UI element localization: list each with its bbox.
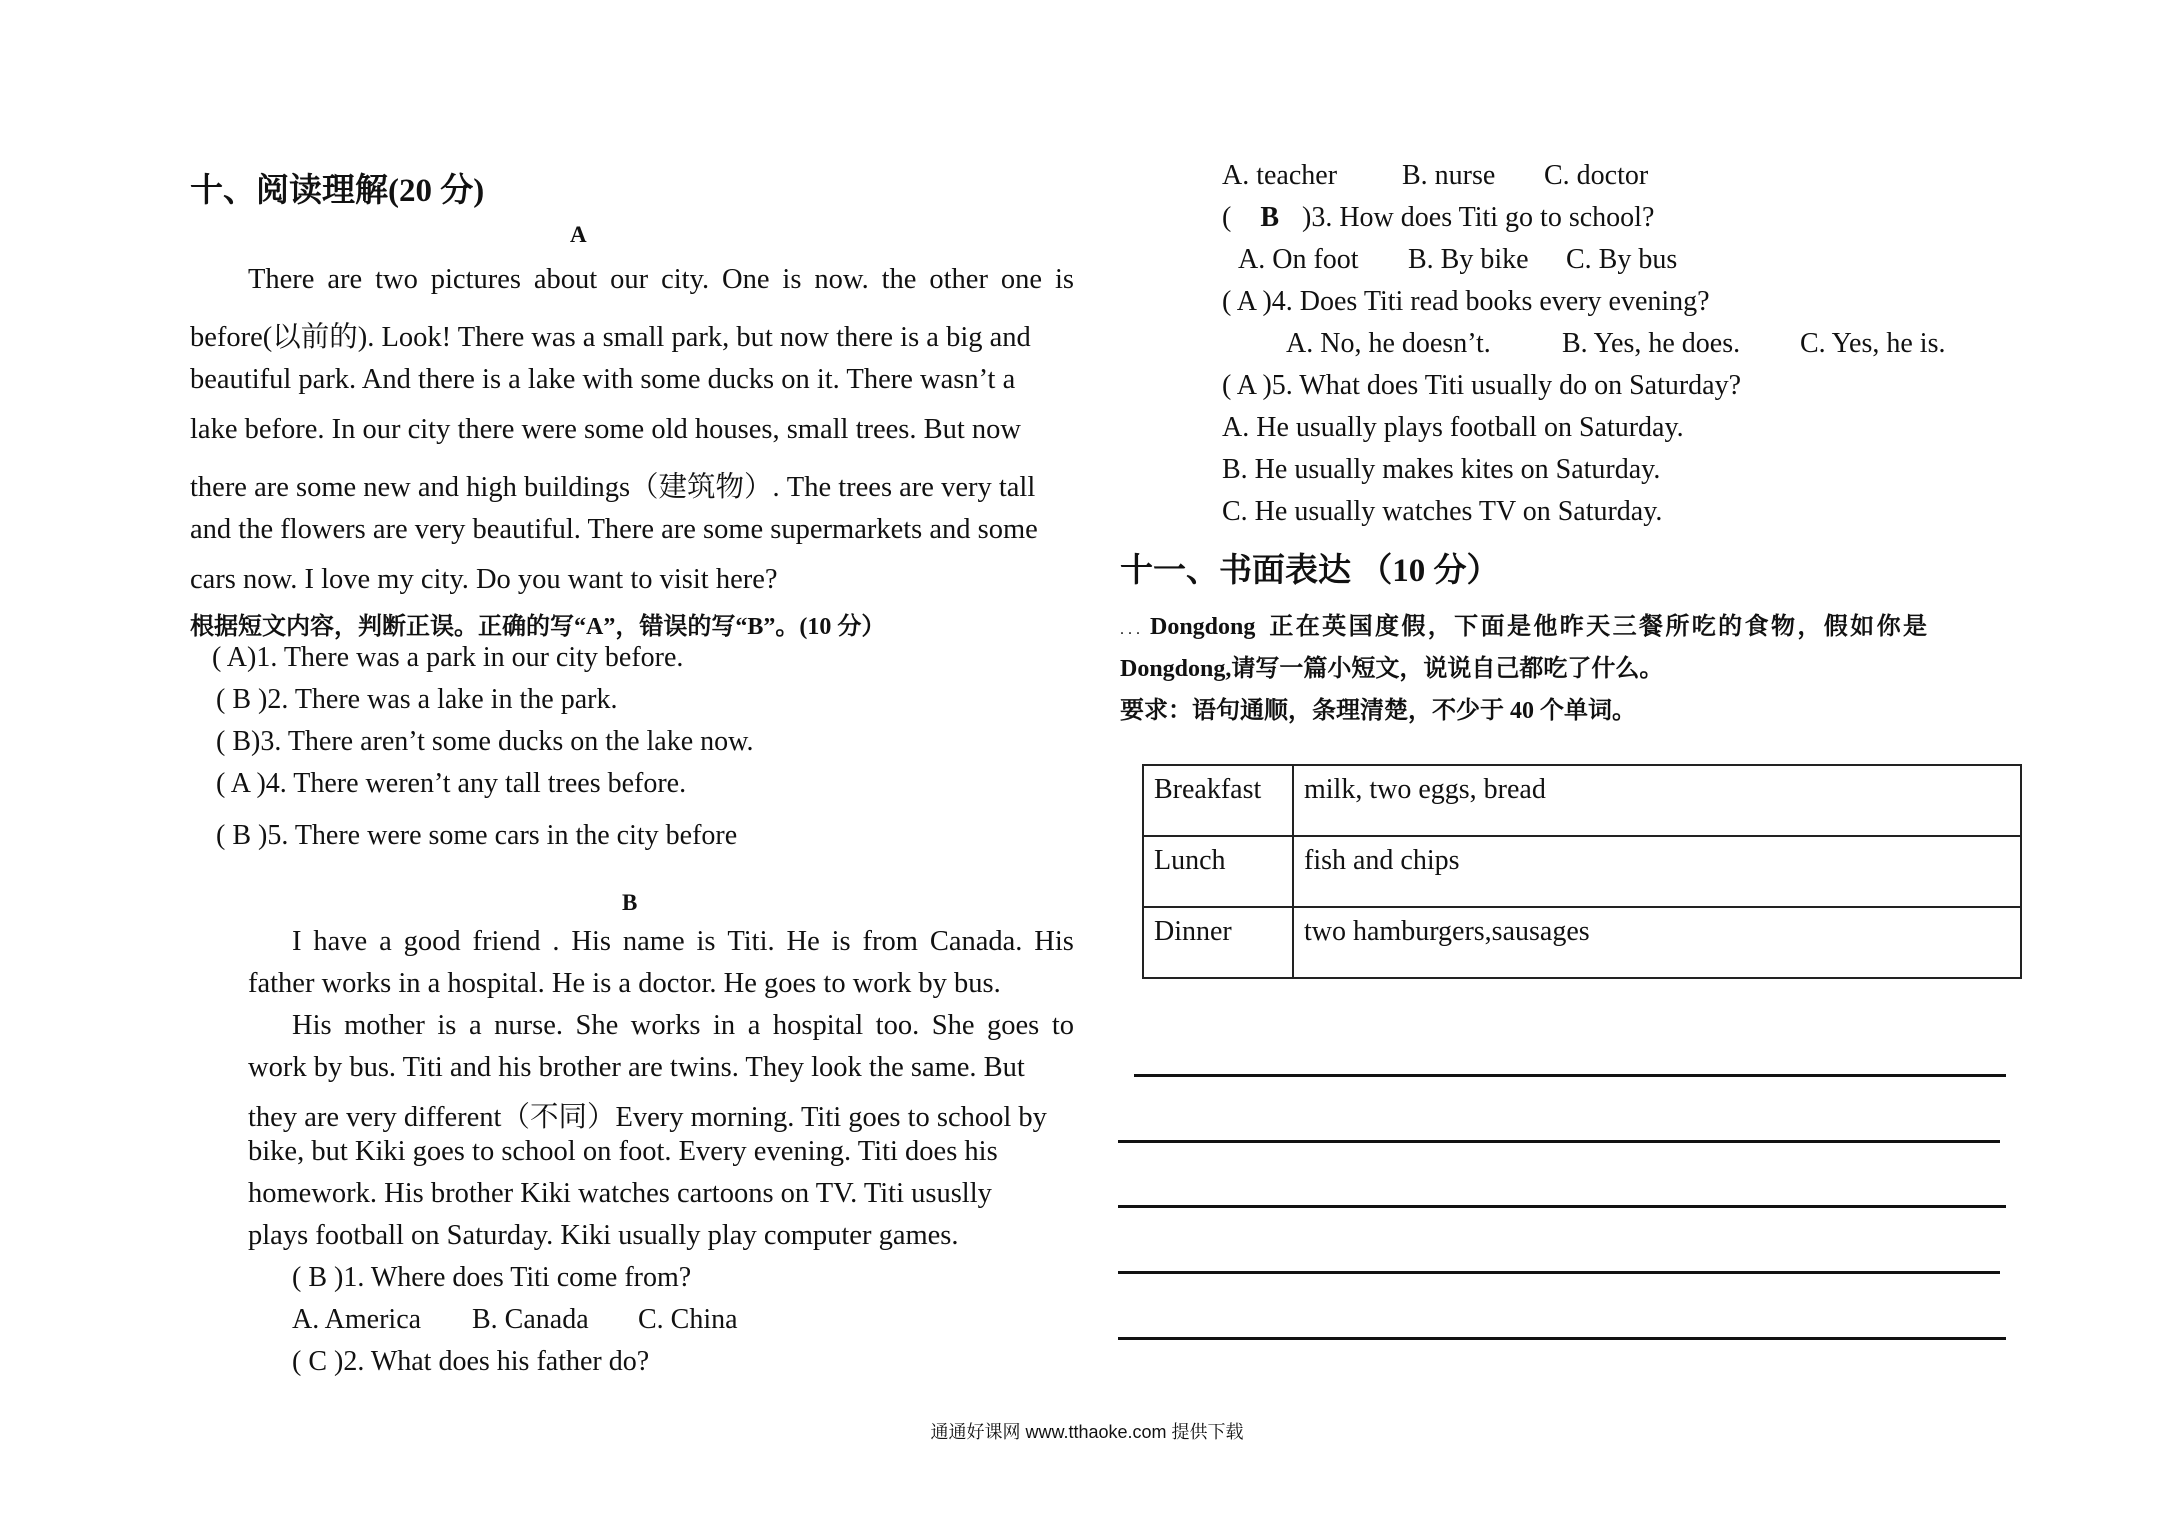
food-cell-lunch: fish and chips bbox=[1293, 836, 2021, 907]
q2-option-c: C. doctor bbox=[1544, 160, 1649, 191]
table-row bbox=[1143, 836, 2021, 907]
section11-prompt-line2: Dongdong,请写一篇小短文，说说自己都吃了什么。 bbox=[1120, 656, 1664, 682]
section11-title: 十一、书面表达 （10 分） bbox=[1120, 553, 1500, 589]
partA-instruction: 根据短文内容，判断正误。正确的写“A”，错误的写“B”。(10 分） bbox=[190, 614, 886, 640]
partB-line-6: bike, but Kiki goes to school on foot. Every evening. Titi does his bbox=[248, 1136, 998, 1167]
q5-option-a: A. He usually plays football on Saturday. bbox=[1222, 412, 1684, 443]
partA-item-3: ( B)3. There aren’t some ducks on the lake now. bbox=[216, 726, 754, 757]
meal-table bbox=[1142, 764, 2022, 979]
table-row bbox=[1143, 765, 2021, 836]
q3-option-c: C. By bus bbox=[1566, 244, 1678, 275]
writing-line-2 bbox=[1118, 1140, 2000, 1143]
q5-option-b: B. He usually makes kites on Saturday. bbox=[1222, 454, 1661, 485]
partA-item-2: ( B )2. There was a lake in the park. bbox=[216, 684, 618, 715]
q3-open-paren: ( bbox=[1222, 202, 1232, 233]
partA-item-5: ( B )5. There were some cars in the city before bbox=[216, 820, 738, 851]
q4-option-a: A. No, he doesn’t. bbox=[1286, 328, 1491, 359]
partA-item-1: ( A)1. There was a park in our city before. bbox=[212, 642, 684, 673]
q1-option-a: A. America bbox=[292, 1304, 422, 1335]
partA-line-2: before(以前的). Look! There was a small park, but now there is a big and bbox=[190, 322, 1031, 353]
partB-question-3 bbox=[1222, 202, 1654, 234]
meal-cell-dinner: Dinner bbox=[1143, 907, 1293, 978]
writing-line-3 bbox=[1118, 1205, 2006, 1208]
partA-line-4: lake before. In our city there were some old houses, small trees. But now bbox=[190, 414, 1022, 445]
partA-line-6: and the flowers are very beautiful. There are some supermarkets and some bbox=[190, 514, 1038, 545]
food-cell-breakfast: milk, two eggs, bread bbox=[1293, 765, 2021, 836]
q4-option-c: C. Yes, he is. bbox=[1800, 328, 1946, 359]
partB-line-7: homework. His brother Kiki watches cartoons on TV. Titi ususlly bbox=[248, 1178, 992, 1209]
partB-label: B bbox=[622, 890, 638, 915]
table-row bbox=[1143, 907, 2021, 978]
partB-question-4: ( A )4. Does Titi read books every evening? bbox=[1222, 286, 1710, 317]
partB-question-2: ( C )2. What does his father do? bbox=[292, 1346, 650, 1377]
partB-question-5: ( A )5. What does Titi usually do on Saturday? bbox=[1222, 370, 1742, 401]
writing-line-5 bbox=[1118, 1337, 2006, 1340]
prompt-rest: 正在英国度假，下面是他昨天三餐所吃的食物，假如你是 bbox=[1269, 614, 1930, 640]
partA-label: A bbox=[570, 222, 587, 247]
q1-option-c: C. China bbox=[638, 1304, 738, 1335]
section11-requirement: 要求：语句通顺，条理清楚，不少于 40 个单词。 bbox=[1120, 698, 1636, 724]
partA-line-1: There are two pictures about our city. One is now. the other one is bbox=[248, 264, 1074, 295]
writing-line-1 bbox=[1134, 1074, 2006, 1077]
prompt-name: Dongdong bbox=[1150, 614, 1256, 640]
q3-answer: B bbox=[1260, 202, 1280, 233]
partB-line-2: father works in a hospital. He is a doctor. He goes to work by bus. bbox=[248, 968, 1001, 999]
partA-line-3: beautiful park. And there is a lake with some ducks on it. There wasn’t a bbox=[190, 364, 1016, 395]
food-cell-dinner: two hamburgers,sausages bbox=[1293, 907, 2021, 978]
meal-cell-lunch: Lunch bbox=[1143, 836, 1293, 907]
section11-prompt-line1 bbox=[1120, 606, 2006, 641]
partB-line-3: His mother is a nurse. She works in a hospital too. She goes to bbox=[292, 1010, 1074, 1041]
partA-line-5: there are some new and high buildings（建筑物）. The trees are very tall bbox=[190, 472, 1036, 503]
q2-option-a: A. teacher bbox=[1222, 160, 1338, 191]
writing-line-4 bbox=[1118, 1271, 2000, 1274]
q1-option-b: B. Canada bbox=[472, 1304, 589, 1335]
partB-question-1: ( B )1. Where does Titi come from? bbox=[292, 1262, 692, 1293]
q3-option-b: B. By bike bbox=[1408, 244, 1529, 275]
prompt-dots: . . . bbox=[1120, 621, 1140, 638]
q5-option-c: C. He usually watches TV on Saturday. bbox=[1222, 496, 1663, 527]
partB-line-5: they are very different（不同）Every morning. Titi goes to school by bbox=[248, 1102, 1047, 1133]
partB-line-4: work by bus. Titi and his brother are twins. They look the same. But bbox=[248, 1052, 1025, 1083]
q4-option-b: B. Yes, he does. bbox=[1562, 328, 1741, 359]
partB-line-8: plays football on Saturday. Kiki usually play computer games. bbox=[248, 1220, 959, 1251]
meal-cell-breakfast: Breakfast bbox=[1143, 765, 1293, 836]
partB-line-1: I have a good friend . His name is Titi. He is from Canada. His bbox=[292, 926, 1074, 957]
q3-option-a: A. On foot bbox=[1238, 244, 1359, 275]
q3-text: )3. How does Titi go to school? bbox=[1302, 202, 1655, 233]
footer-credit: 通通好课网 www.tthaoke.com 提供下载 bbox=[930, 1422, 1244, 1442]
partA-line-7: cars now. I love my city. Do you want to visit here? bbox=[190, 564, 778, 595]
q2-option-b: B. nurse bbox=[1402, 160, 1496, 191]
section10-title: 十、阅读理解(20 分) bbox=[190, 173, 485, 209]
partA-item-4: ( A )4. There weren’t any tall trees before. bbox=[216, 768, 687, 799]
